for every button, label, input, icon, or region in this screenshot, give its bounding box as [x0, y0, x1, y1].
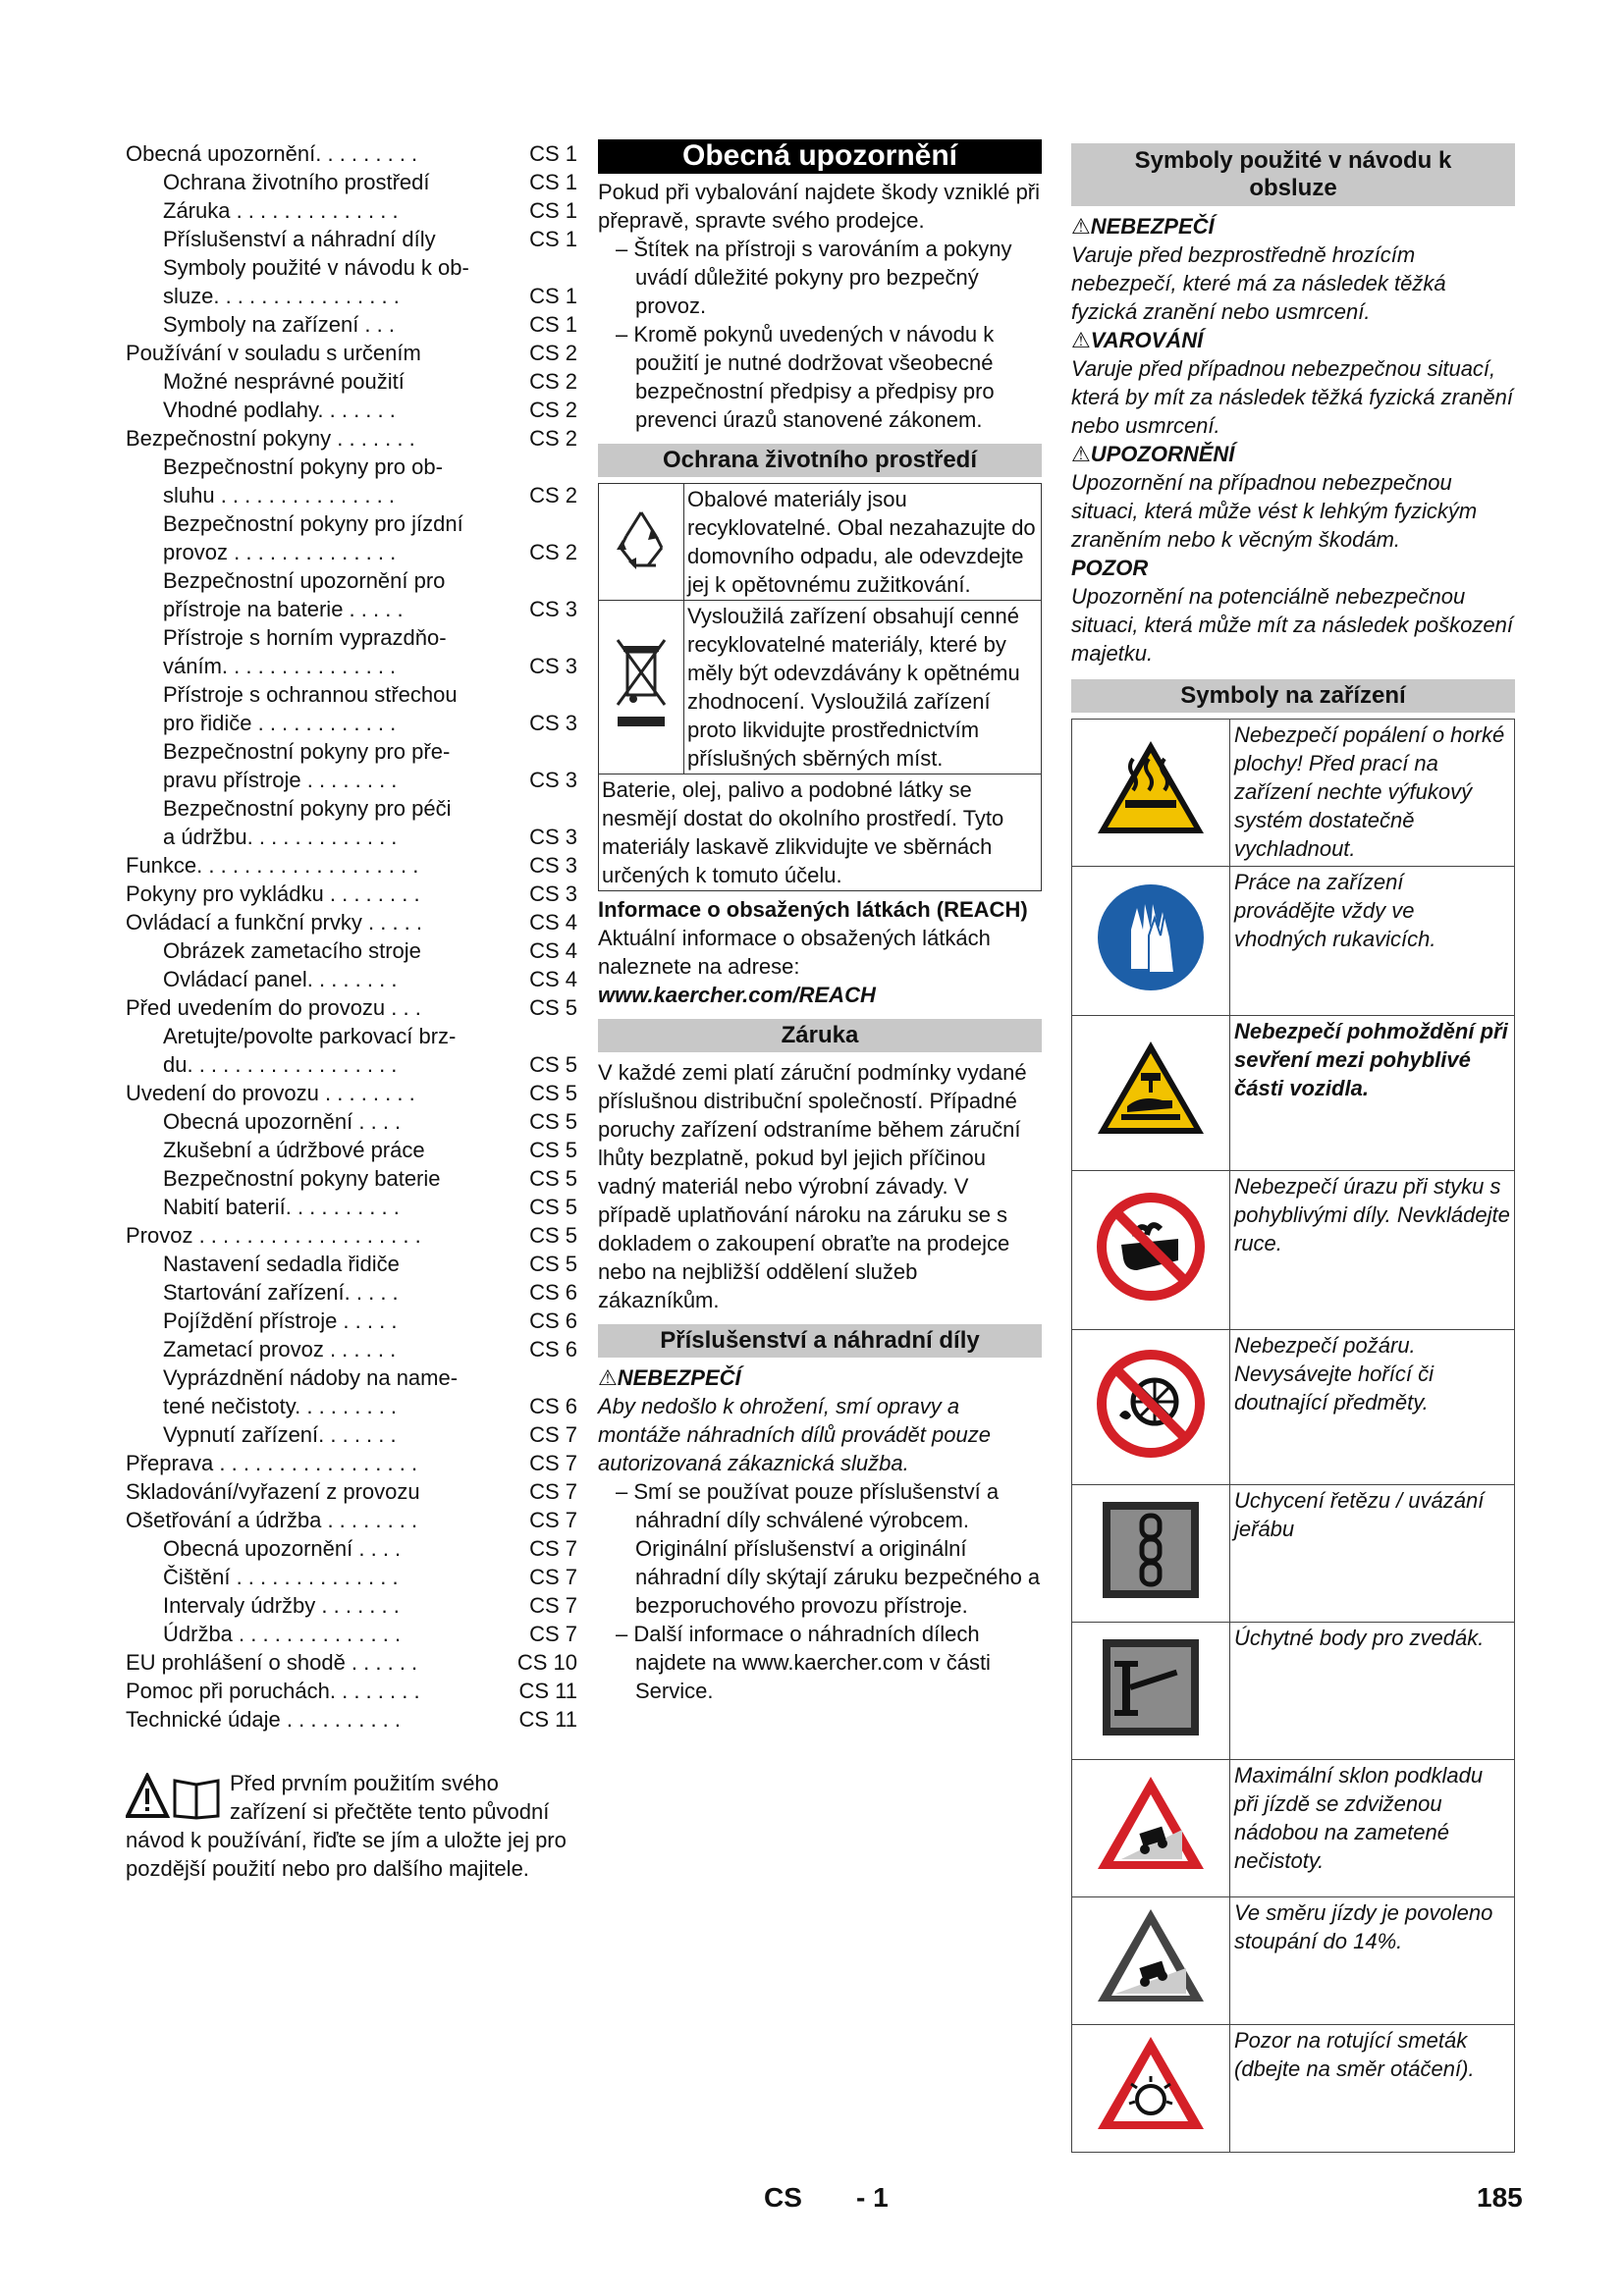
- signal-word-description: Varuje před bezprostředně hrozícím nebezpečí, které má za následek těžká fyzická zranění nebo usmrcení.: [1071, 242, 1446, 324]
- toc-entry-title: Obrázek zametacího stroje: [163, 938, 421, 963]
- toc-entry-title: Možné nesprávné použití: [163, 369, 405, 394]
- toc-entry-page: CS 1: [529, 198, 577, 223]
- device-symbol-row: [1072, 1623, 1515, 1760]
- toc-entry-title-cont: du. . . . . . . . . . . . . . . . . .: [163, 1052, 398, 1077]
- toc-entry-title: Přístroje s ochrannou střechou: [163, 682, 458, 707]
- toc-entry[interactable]: [126, 139, 577, 168]
- toc-entry[interactable]: [126, 339, 577, 367]
- toc-entry-page: CS 6: [529, 1280, 577, 1305]
- column-symbols: [1071, 139, 1515, 2153]
- toc-entry[interactable]: [126, 880, 577, 908]
- toc-entry[interactable]: [126, 1307, 577, 1335]
- toc-entry[interactable]: [126, 225, 577, 253]
- accessories-list: [598, 1477, 1042, 1705]
- toc-entry-title: Bezpečnostní pokyny pro péči: [163, 796, 452, 821]
- toc-entry-title: Pojíždění přístroje . . . . .: [163, 1308, 398, 1333]
- device-symbol-row: [1072, 1897, 1515, 2025]
- paragraph: Pokud při vybalování najdete škody vzniklé při přepravě, spravte svého prodejce.: [598, 180, 1041, 233]
- crossed-bin-icon: [599, 601, 684, 774]
- env-text-old-devices: Vysloužilá zařízení obsahují cenné recyklovatelné materiály, které by měly být odevzdávány k opětnému zhodnocení. Vysloužilá zařízení proto likvidujte prostřednictvím příslušných sběrných míst.: [684, 601, 1042, 774]
- rotating-brush-icon: [1072, 2025, 1230, 2153]
- toc-entry-title: Ovládací a funkční prvky . . . . .: [126, 910, 423, 934]
- toc-entry[interactable]: [126, 453, 577, 481]
- no-hands-icon: [1072, 1171, 1230, 1330]
- toc-entry[interactable]: [126, 737, 577, 766]
- toc-entry-page: CS 5: [529, 1081, 577, 1105]
- toc-entry-title: Přeprava . . . . . . . . . . . . . . . . .: [126, 1451, 418, 1475]
- toc-entry-page: CS 7: [529, 1422, 577, 1447]
- toc-entry-page: CS 1: [529, 284, 577, 308]
- toc-entry-title: Používání v souladu s určením: [126, 341, 421, 365]
- toc-entry[interactable]: [126, 566, 577, 595]
- toc-entry-continuation[interactable]: [126, 766, 577, 794]
- toc-entry-title: Provoz . . . . . . . . . . . . . . . . . . .: [126, 1223, 421, 1248]
- section-heading-device-symbols: Symboly na zařízení: [1071, 679, 1515, 713]
- toc-entry[interactable]: [126, 1022, 577, 1050]
- toc-entry[interactable]: [126, 1193, 577, 1221]
- chain-lift-icon: [1072, 1485, 1230, 1623]
- toc-entry-page: CS 3: [529, 711, 577, 735]
- toc-entry[interactable]: [126, 936, 577, 965]
- footer-page-number: 185: [1477, 2182, 1523, 2213]
- toc-entry-title: Intervaly údržby . . . . . . .: [163, 1593, 400, 1618]
- no-burning-objects-icon: [1072, 1330, 1230, 1485]
- toc-entry-page: CS 10: [516, 1650, 577, 1675]
- signal-word: ⚠UPOZORNĚNÍ: [1071, 442, 1235, 466]
- device-symbol-text: Uchycení řetězu / uvázání jeřábu: [1230, 1485, 1515, 1623]
- toc-entry[interactable]: [126, 1449, 577, 1477]
- device-symbol-row: [1072, 1016, 1515, 1171]
- bullet-list: [598, 235, 1042, 434]
- toc-entry-page: CS 1: [529, 141, 577, 166]
- toc-entry-title-cont: pro řidiče . . . . . . . . . . . .: [163, 711, 397, 735]
- toc-entry[interactable]: [126, 196, 577, 225]
- toc-entry-page: CS 6: [529, 1337, 577, 1362]
- danger-label: ⚠NEBEZPEČÍ: [598, 1365, 741, 1390]
- toc-entry-title: Přístroje s horním vyprazdňo-: [163, 625, 447, 650]
- device-symbol-text: Úchytné body pro zvedák.: [1230, 1623, 1515, 1760]
- list-item: – Kromě pokynů uvedených v návodu k použití je nutné dodržovat všeobecné bezpečnostní předpisy a předpisy pro prevenci úrazů stanovené zákonem.: [598, 320, 1042, 434]
- column-general-notes: [598, 139, 1042, 1705]
- toc-entry-title: Symboly použité v návodu k ob-: [163, 255, 469, 280]
- toc-entry-page: CS 5: [529, 1109, 577, 1134]
- signal-word: ⚠NEBEZPEČÍ: [1071, 214, 1215, 239]
- toc-entry[interactable]: [126, 310, 577, 339]
- toc-entry-page: CS 5: [529, 1223, 577, 1248]
- toc-entry-continuation[interactable]: [126, 1392, 577, 1420]
- toc-entry-page: CS 5: [529, 1195, 577, 1219]
- toc-entry[interactable]: [126, 396, 577, 424]
- toc-entry[interactable]: [126, 1420, 577, 1449]
- toc-entry-page: CS 11: [518, 1679, 577, 1703]
- toc-entry-title: Údržba . . . . . . . . . . . . . .: [163, 1622, 402, 1646]
- device-symbol-row: [1072, 867, 1515, 1016]
- toc-entry-title: Příslušenství a náhradní díly: [163, 227, 436, 251]
- toc-entry-continuation[interactable]: [126, 709, 577, 737]
- toc-entry-title: Čištění . . . . . . . . . . . . . .: [163, 1565, 399, 1589]
- toc-entry-page: CS 3: [529, 825, 577, 849]
- signal-word-description: Upozornění na případnou nebezpečnou situaci, která může vést k lehkým fyzickým zraněním nebo k věcným škodám.: [1071, 470, 1478, 552]
- toc-entry-title-cont: provoz . . . . . . . . . . . . . .: [163, 540, 397, 564]
- toc-entry-continuation[interactable]: [126, 1050, 577, 1079]
- env-text-packaging: Obalové materiály jsou recyklovatelné. Obal nezahazujte do domovního odpadu, ale odevzdejte jej k opětovnému zužitkování.: [684, 484, 1042, 601]
- toc-entry[interactable]: [126, 1363, 577, 1392]
- toc-entry-page: CS 2: [529, 398, 577, 422]
- signal-word-description: Varuje před případnou nebezpečnou situací, která by mít za následek těžká fyzická zranění nebo usmrcení.: [1071, 356, 1513, 438]
- section-heading-warranty: Záruka: [598, 1019, 1042, 1052]
- toc-entry[interactable]: [126, 1677, 577, 1705]
- toc-entry-page: CS 1: [529, 312, 577, 337]
- toc-entry-page: CS 2: [529, 426, 577, 451]
- toc-entry[interactable]: [126, 1079, 577, 1107]
- toc-entry-title: Vyprázdnění nádoby na name-: [163, 1365, 459, 1390]
- toc-entry-continuation[interactable]: [126, 282, 577, 310]
- device-symbol-text: Nebezpečí popálení o horké plochy! Před prací na zařízení nechte výfukový systém dostatečně vychladnout.: [1230, 720, 1515, 867]
- danger-text: Aby nedošlo k ohrožení, smí opravy a montáže náhradních dílů provádět pouze autorizovaná zákaznická služba.: [598, 1394, 991, 1475]
- toc-entry[interactable]: [126, 680, 577, 709]
- manual-note: [126, 1769, 577, 1883]
- toc-entry-title-cont: váním. . . . . . . . . . . . . . .: [163, 654, 397, 678]
- section-title-general: Obecná upozornění: [598, 139, 1042, 174]
- slope-14-icon: [1072, 1897, 1230, 2025]
- device-symbol-text: Pozor na rotující smeták (dbejte na směr otáčení).: [1230, 2025, 1515, 2153]
- toc-entry-continuation[interactable]: [126, 823, 577, 851]
- toc-entry-page: CS 4: [529, 938, 577, 963]
- toc-entry[interactable]: [126, 1164, 577, 1193]
- toc-entry-continuation[interactable]: [126, 538, 577, 566]
- device-symbol-text: Nebezpečí úrazu při styku s pohyblivými díly. Nevkládejte ruce.: [1230, 1171, 1515, 1330]
- toc-entry-page: CS 2: [529, 540, 577, 564]
- device-symbol-text: Nebezpečí požáru. Nevysávejte hořící či doutnající předměty.: [1230, 1330, 1515, 1485]
- toc-entry-page: CS 5: [529, 1052, 577, 1077]
- toc-entry[interactable]: [126, 851, 577, 880]
- toc-entry-page: CS 7: [529, 1508, 577, 1532]
- toc-entry[interactable]: [126, 1563, 577, 1591]
- toc-entry-page: CS 3: [529, 768, 577, 792]
- section-heading-environment: Ochrana životního prostředí: [598, 444, 1042, 477]
- toc-entry-title: Záruka . . . . . . . . . . . . . .: [163, 198, 399, 223]
- note-text: Před prvním použitím svého zařízení si přečtěte tento původní návod k používání, řiďte se jím a uložte jej pro pozdější použití nebo pro dalšího majitele.: [126, 1771, 567, 1881]
- toc-entry[interactable]: [126, 1335, 577, 1363]
- toc-entry-title-cont: a údržbu. . . . . . . . . . . . .: [163, 825, 398, 849]
- toc-entry-page: CS 1: [529, 227, 577, 251]
- toc-entry-page: CS 3: [529, 654, 577, 678]
- toc-entry-page: CS 3: [529, 597, 577, 621]
- footer-section-number: - 1: [856, 2182, 889, 2213]
- toc-entry-title-cont: přístroje na baterie . . . . .: [163, 597, 404, 621]
- toc-entry-title: Aretujte/povolte parkovací brz-: [163, 1024, 457, 1048]
- toc-entry-title: Symboly na zařízení . . .: [163, 312, 395, 337]
- toc-entry[interactable]: [126, 1107, 577, 1136]
- toc-entry-title-cont: pravu přístroje . . . . . . . .: [163, 768, 398, 792]
- toc-entry[interactable]: [126, 1136, 577, 1164]
- toc-entry[interactable]: [126, 253, 577, 282]
- toc-entry-page: CS 7: [529, 1536, 577, 1561]
- device-symbols-table: [1071, 719, 1515, 2153]
- toc-entry-title: EU prohlášení o shodě . . . . . .: [126, 1650, 418, 1675]
- warning-read-manual-icon: [126, 1773, 222, 1820]
- signal-word: ⚠VAROVÁNÍ: [1071, 328, 1204, 352]
- toc-entry-title-cont: sluhu . . . . . . . . . . . . . . .: [163, 483, 395, 507]
- device-symbol-row: [1072, 1760, 1515, 1897]
- toc-entry[interactable]: [126, 1477, 577, 1506]
- toc-entry-title-cont: sluze. . . . . . . . . . . . . . . .: [163, 284, 400, 308]
- toc-entry[interactable]: [126, 424, 577, 453]
- toc-entry-title: Bezpečnostní pokyny pro ob-: [163, 454, 443, 479]
- toc-entry-page: CS 6: [529, 1308, 577, 1333]
- device-symbol-row: [1072, 720, 1515, 867]
- toc-entry[interactable]: [126, 794, 577, 823]
- toc-entry[interactable]: [126, 509, 577, 538]
- toc-entry-title: Uvedení do provozu . . . . . . . .: [126, 1081, 415, 1105]
- crush-hazard-icon: [1072, 1016, 1230, 1171]
- toc-entry-page: CS 4: [529, 967, 577, 991]
- toc-entry[interactable]: [126, 1705, 577, 1734]
- toc-entry-continuation[interactable]: [126, 595, 577, 623]
- toc-entry[interactable]: [126, 1250, 577, 1278]
- toc-entry-title: Technické údaje . . . . . . . . . .: [126, 1707, 402, 1732]
- toc-entry-page: CS 4: [529, 910, 577, 934]
- toc-entry[interactable]: [126, 1648, 577, 1677]
- toc-entry-page: CS 7: [529, 1565, 577, 1589]
- symbol-definitions: [1071, 212, 1515, 667]
- toc-entry-page: CS 2: [529, 341, 577, 365]
- device-symbol-text: Nebezpečí pohmoždění při sevření mezi pohyblivé části vozidla.: [1230, 1016, 1515, 1171]
- toc-entry[interactable]: [126, 168, 577, 196]
- toc-entry-continuation[interactable]: [126, 652, 577, 680]
- lift-points-icon: [1072, 1623, 1230, 1760]
- toc-entry-page: CS 6: [529, 1394, 577, 1418]
- toc-entry-page: CS 5: [529, 1166, 577, 1191]
- max-slope-raised-icon: [1072, 1760, 1230, 1897]
- toc-entry[interactable]: [126, 1620, 577, 1648]
- toc-entry-page: CS 7: [529, 1451, 577, 1475]
- warranty-text: V každé zemi platí záruční podmínky vydané příslušnou distribuční společností. Případné poruchy zařízení odstraníme během záruční lhůty bezplatně, pokud byl jejich příčinou vadný materiál nebo výrobní závady. V případě uplatňování nároku na záruku se s dokladem o zakoupení obraťte na prodejce nebo na nejbližší oddělení služeb zákazníkům.: [598, 1060, 1027, 1312]
- footer-language: CS: [764, 2182, 802, 2213]
- toc-entry-title: Vhodné podlahy. . . . . . .: [163, 398, 396, 422]
- toc-entry-title: Funkce. . . . . . . . . . . . . . . . . . .: [126, 853, 419, 878]
- toc-entry[interactable]: [126, 1534, 577, 1563]
- toc-entry-title: Zkušební a údržbové práce: [163, 1138, 425, 1162]
- hot-surface-warning-icon: [1072, 720, 1230, 867]
- toc-entry-page: CS 5: [529, 995, 577, 1020]
- toc-entry-title: Obecná upozornění. . . . . . . . .: [126, 141, 418, 166]
- toc-entry-page: CS 7: [529, 1479, 577, 1504]
- toc-entry[interactable]: [126, 1591, 577, 1620]
- toc-entry-page: CS 7: [529, 1622, 577, 1646]
- list-item: – Smí se používat pouze příslušenství a náhradní díly schválené výrobcem. Originální příslušenství a originální náhradní díly skýtají záruku bezpečného a bezporuchového provozu přístroje.: [598, 1477, 1042, 1620]
- toc-entry-title: Bezpečnostní upozornění pro: [163, 568, 446, 593]
- environment-table: [598, 483, 1042, 891]
- reach-heading: Informace o obsažených látkách (REACH): [598, 897, 1028, 922]
- toc-entry-page: CS 2: [529, 369, 577, 394]
- toc-entry-continuation[interactable]: [126, 481, 577, 509]
- toc-entry-page: CS 3: [529, 881, 577, 906]
- signal-word-description: Upozornění na potenciálně nebezpečnou situaci, která může mít za následek poškození majetku.: [1071, 584, 1513, 666]
- toc-entry-page: CS 2: [529, 483, 577, 507]
- toc-entry-page: CS 11: [518, 1707, 577, 1732]
- table-of-contents: [126, 139, 577, 1883]
- reach-text: Aktuální informace o obsažených látkách naleznete na adrese:: [598, 926, 991, 979]
- toc-entry-title: Zametací provoz . . . . . .: [163, 1337, 397, 1362]
- toc-entry-title: Vypnutí zařízení. . . . . . .: [163, 1422, 397, 1447]
- env-text-batteries: Baterie, olej, palivo a podobné látky se nesmějí dostat do okolního prostředí. Tyto materiály laskavě zlikvidujte ve sběrnách určených k tomuto účelu.: [599, 774, 1042, 891]
- device-symbol-text: Ve směru jízdy je povoleno stoupání do 14%.: [1230, 1897, 1515, 2025]
- toc-entry[interactable]: [126, 1506, 577, 1534]
- toc-entry-title: Bezpečnostní pokyny pro pře-: [163, 739, 451, 764]
- toc-entry-title: Ovládací panel. . . . . . . .: [163, 967, 398, 991]
- device-symbol-row: [1072, 1171, 1515, 1330]
- toc-entry-title: Bezpečnostní pokyny pro jízdní: [163, 511, 463, 536]
- toc-entry-title: Pomoc při poruchách. . . . . . . .: [126, 1679, 420, 1703]
- toc-entry[interactable]: [126, 965, 577, 993]
- device-symbol-row: [1072, 1330, 1515, 1485]
- toc-entry-page: CS 5: [529, 1138, 577, 1162]
- toc-entry[interactable]: [126, 908, 577, 936]
- toc-entry-title: Bezpečnostní pokyny baterie: [163, 1166, 441, 1191]
- toc-entry-title: Ošetřování a údržba . . . . . . . .: [126, 1508, 418, 1532]
- device-symbol-text: Maximální sklon podkladu při jízdě se zdviženou nádobou na zametené nečistoty.: [1230, 1760, 1515, 1897]
- toc-entry-title-cont: tené nečistoty. . . . . . . . .: [163, 1394, 398, 1418]
- reach-url[interactable]: www.kaercher.com/REACH: [598, 983, 876, 1007]
- toc-entry-title: Ochrana životního prostředí: [163, 170, 430, 194]
- toc-entry-page: CS 3: [529, 853, 577, 878]
- device-symbol-row: [1072, 1485, 1515, 1623]
- toc-entry-page: CS 7: [529, 1593, 577, 1618]
- toc-entry[interactable]: [126, 367, 577, 396]
- toc-entry-title: Nabití baterií. . . . . . . . . .: [163, 1195, 400, 1219]
- toc-entry[interactable]: [126, 1278, 577, 1307]
- toc-entry-title: Bezpečnostní pokyny . . . . . . .: [126, 426, 415, 451]
- wear-gloves-icon: [1072, 867, 1230, 1016]
- toc-entry-title: Obecná upozornění . . . .: [163, 1109, 402, 1134]
- recycle-icon: [599, 484, 684, 601]
- toc-entry[interactable]: [126, 993, 577, 1022]
- list-item: – Další informace o náhradních dílech najdete na www.kaercher.com v části Service.: [598, 1620, 1042, 1705]
- toc-entry-title: Startování zařízení. . . . .: [163, 1280, 399, 1305]
- device-symbol-row: [1072, 2025, 1515, 2153]
- toc-entry-title: Před uvedením do provozu . . .: [126, 995, 421, 1020]
- section-heading-symbols-manual: Symboly použité v návodu k obsluze: [1071, 143, 1515, 206]
- list-item: – Štítek na přístroji s varováním a pokyny uvádí důležité pokyny pro bezpečný provoz.: [598, 235, 1042, 320]
- toc-entry-title: Obecná upozornění . . . .: [163, 1536, 402, 1561]
- toc-entry-title: Skladování/vyřazení z provozu: [126, 1479, 420, 1504]
- section-heading-accessories: Příslušenství a náhradní díly: [598, 1324, 1042, 1358]
- toc-entry-title: Nastavení sedadla řidiče: [163, 1252, 400, 1276]
- toc-entry-title: Pokyny pro vykládku . . . . . . . .: [126, 881, 420, 906]
- toc-entry-page: CS 1: [529, 170, 577, 194]
- toc-entry[interactable]: [126, 623, 577, 652]
- signal-word: POZOR: [1071, 556, 1149, 580]
- toc-entry-page: CS 5: [529, 1252, 577, 1276]
- toc-entry[interactable]: [126, 1221, 577, 1250]
- device-symbol-text: Práce na zařízení provádějte vždy ve vhodných rukavicích.: [1230, 867, 1515, 1016]
